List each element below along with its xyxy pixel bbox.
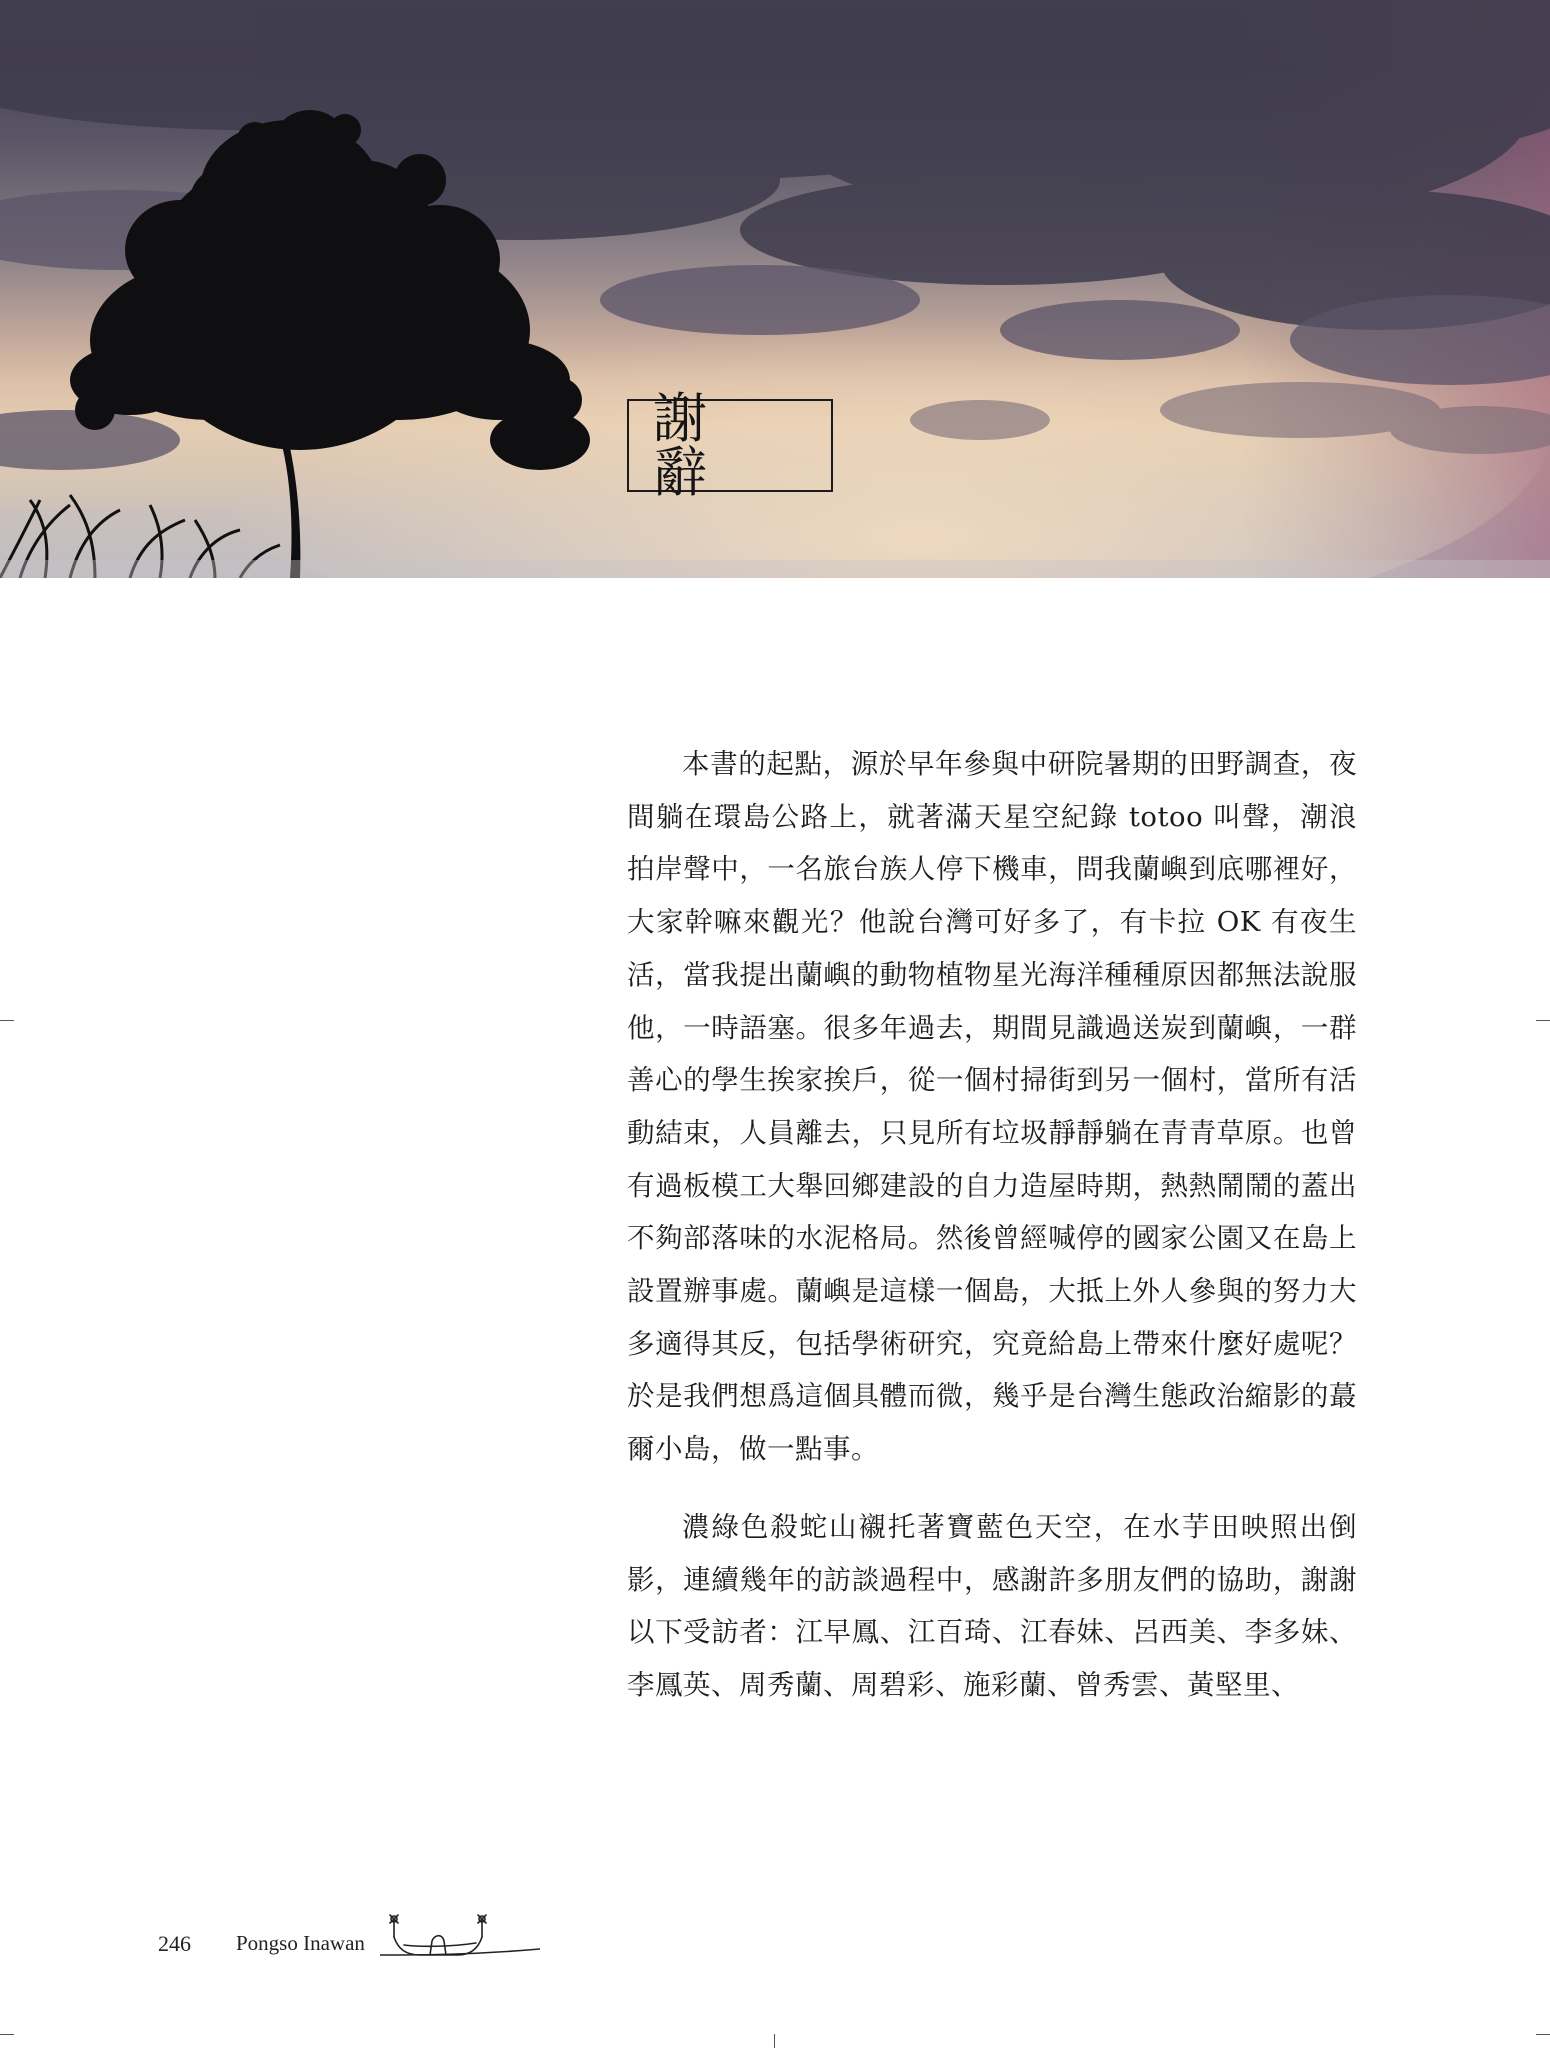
canoe-logo-icon xyxy=(380,1911,540,1967)
body-text xyxy=(627,738,1357,1712)
crop-mark xyxy=(1536,2034,1550,2035)
paragraph: 本書的起點，源於早年參與中研院暑期的田野調查，夜間躺在環島公路上，就著滿天星空紀錄 totoo 叫聲，潮浪拍岸聲中，一名旅台族人停下機車，問我蘭嶼到底哪裡好，大家幹嘛來觀光？他說台灣可好多了，有卡拉 OK 有夜生活，當我提出蘭嶼的動物植物星光海洋種種原因都無法說服他，一時語塞。很多年過去，期間見識過送炭到蘭嶼，一群善心的學生挨家挨戶，從一個村掃街到另一個村，當所有活動結束，人員離去，只見所有垃圾靜靜躺在青青草原。也曾有過板模工大舉回鄉建設的自力造屋時期，熱熱鬧鬧的蓋出不夠部落味的水泥格局。然後曾經喊停的國家公園又在島上設置辦事處。蘭嶼是這樣一個島，大抵上外人參與的努力大多適得其反，包括學術研究，究竟給島上帶來什麼好處呢？於是我們想爲這個具體而微，幾乎是台灣生態政治縮影的蕞爾小島，做一點事。 xyxy=(627,748,1357,1466)
book-title: Pongso Inawan xyxy=(236,1931,365,1955)
crop-mark xyxy=(0,2034,14,2035)
page-title: 謝 辭 xyxy=(653,386,733,504)
crop-mark xyxy=(0,1020,14,1021)
crop-mark xyxy=(1536,1020,1550,1021)
paragraph: 濃綠色殺蛇山襯托著寶藍色天空，在水芋田映照出倒影，連續幾年的訪談過程中，感謝許多朋友們的協助，謝謝以下受訪者：江早鳳、江百琦、江春妹、呂西美、李多妹、李鳳英、周秀蘭、周碧彩、施彩蘭、曾秀雲、黃堅里、 xyxy=(627,1510,1357,1701)
title-box xyxy=(627,386,833,504)
page-number: 246 xyxy=(158,1931,191,1956)
page-footer xyxy=(158,1923,558,1963)
crop-mark xyxy=(774,2034,775,2048)
